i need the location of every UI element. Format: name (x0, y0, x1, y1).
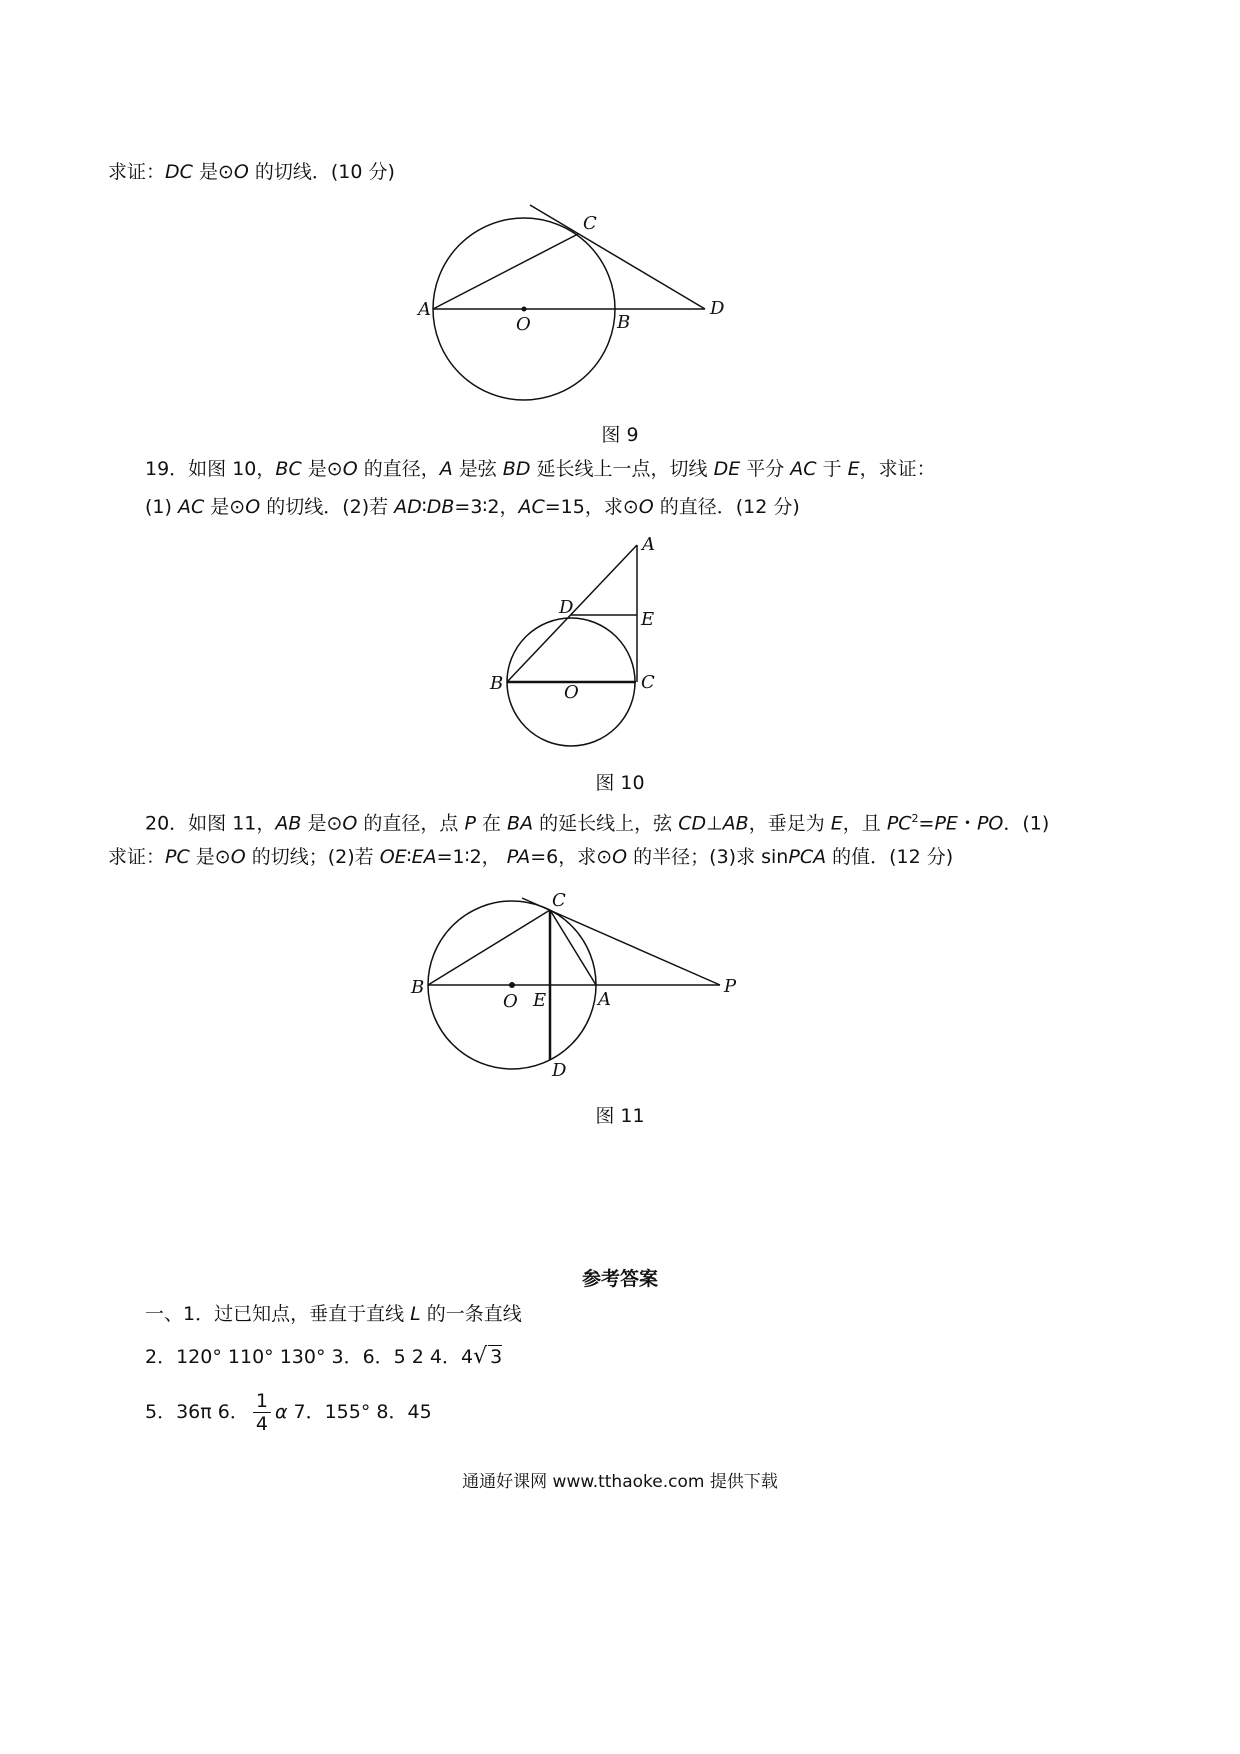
fig11-caption: 图 11 (595, 1105, 645, 1127)
answer-row-2: 2．120° 110° 130° 3．6．5 2 4．4√ 3 (145, 1344, 503, 1369)
fig10-label-D: D (559, 597, 574, 618)
fig11-label-B: B (411, 977, 425, 998)
fig11-label-O: O (503, 991, 518, 1012)
sqrt-3: 3 (490, 1346, 503, 1368)
fig9-label-C: C (583, 213, 597, 234)
fig10-label-O: O (564, 682, 579, 703)
fraction-one-quarter: $\frac{1}{4}$ (253, 1390, 271, 1435)
fig11-tangent-CP (522, 898, 720, 985)
fig11-chord-BC (428, 910, 550, 985)
answer-row-3: 5．36π 6． $\frac{1}{4}$ α 7．155° 8．45 (145, 1390, 432, 1435)
fig11-label-P: P (724, 976, 737, 997)
fig11-label-A: A (598, 989, 611, 1010)
answer-row-1: 一、1．过已知点，垂直于直线 L 的一条直线 (145, 1303, 522, 1325)
q18-statement: 求证：DC 是⊙O 的切线．(10 分) (108, 161, 395, 183)
fig11-chord-CA (550, 910, 596, 985)
fig10-label-B: B (490, 673, 504, 694)
fig9-caption: 图 9 (601, 424, 639, 446)
fig10-label-C: C (641, 672, 655, 693)
fig10-label-E: E (641, 609, 655, 630)
q19-line1: 19．如图 10，BC 是⊙O 的直径，A 是弦 BD 延长线上一点，切线 DE 平分 AC 于 E，求证： (145, 458, 936, 480)
page-footer: 通通好课网 www.tthaoke.com 提供下载 (462, 1472, 778, 1492)
fig10-caption: 图 10 (595, 772, 645, 794)
q20-line1: 20．如图 11，AB 是⊙O 的直径，点 P 在 BA 的延长线上，弦 CD⊥AB，垂足为 E，且 $PC^2=PE$・PO．(1) (145, 812, 1050, 835)
q20-line2: 求证：PC 是⊙O 的切线；(2)若 OE∶EA=1∶2， PA=6，求⊙O 的半径；(3)求 sinPCA 的值．(12 分) (108, 846, 954, 868)
fig9-label-O: O (516, 314, 531, 335)
fig9-label-B: B (617, 312, 631, 333)
fig9-label-D: D (710, 298, 725, 319)
fig9-label-A: A (418, 299, 431, 320)
fig11-label-E: E (533, 990, 547, 1011)
q19-line2: (1) AC 是⊙O 的切线．(2)若 AD∶DB=3∶2，AC=15，求⊙O 的直径．(12 分) (145, 496, 800, 518)
answers-title: 参考答案 (581, 1268, 658, 1290)
fig10-label-A: A (642, 534, 655, 555)
fig11-label-D: D (552, 1060, 567, 1081)
fig11-center-dot (509, 982, 515, 988)
fig11-label-C: C (552, 890, 566, 911)
